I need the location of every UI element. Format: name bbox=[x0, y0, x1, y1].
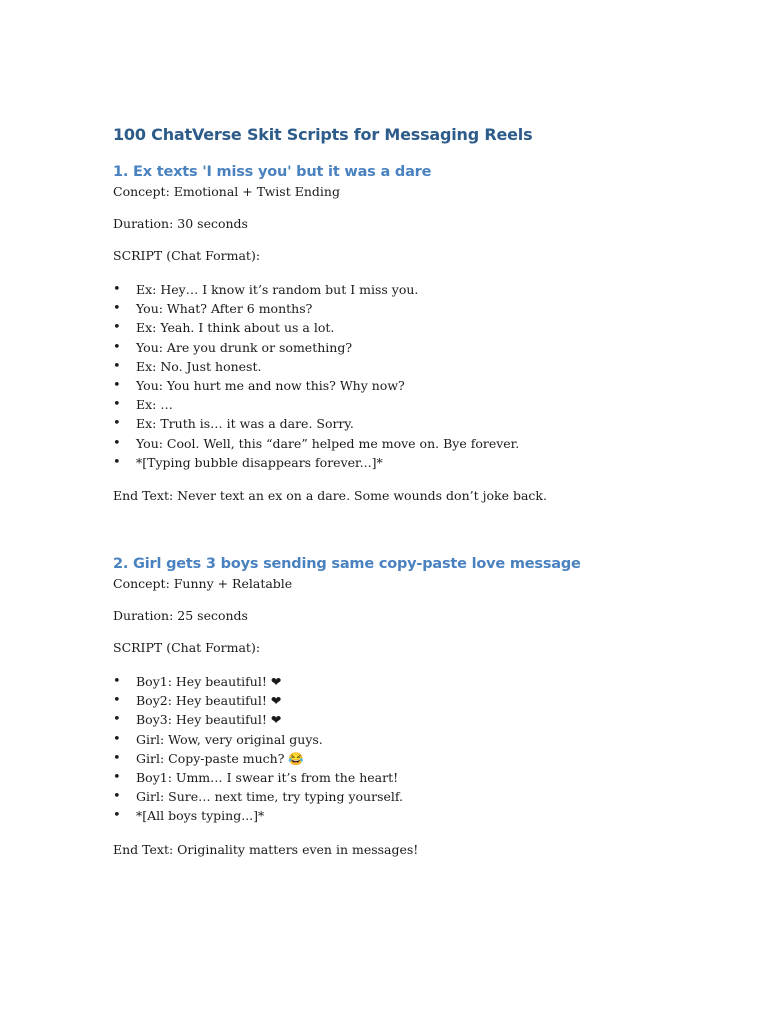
skit-section-2 bbox=[113, 554, 673, 858]
script-lines-list bbox=[113, 280, 673, 472]
script-lines-list bbox=[113, 672, 673, 826]
bullet-icon: • bbox=[113, 378, 121, 394]
bullet-icon: • bbox=[113, 693, 121, 709]
list-item bbox=[113, 395, 673, 414]
list-item bbox=[113, 768, 673, 787]
bullet-icon: • bbox=[113, 789, 121, 805]
list-item bbox=[113, 357, 673, 376]
concept-text: Concept: Funny + Relatable bbox=[113, 576, 293, 592]
bullet-icon: • bbox=[113, 282, 121, 297]
section-heading: 1. Ex texts 'I miss you' but it was a dare bbox=[113, 164, 432, 180]
script-line: Ex: Yeah. I think about us a lot. bbox=[136, 320, 335, 336]
script-line: Ex: No. Just honest. bbox=[136, 358, 262, 374]
script-line: You: What? After 6 months? bbox=[136, 301, 313, 317]
list-item bbox=[113, 710, 673, 729]
script-line: *[All boys typing...]* bbox=[136, 808, 265, 824]
list-item bbox=[113, 318, 673, 337]
list-item bbox=[113, 749, 673, 768]
bullet-icon: • bbox=[113, 731, 121, 747]
document-page bbox=[113, 124, 673, 874]
bullet-icon: • bbox=[113, 397, 121, 413]
script-line: Boy1: Hey beautiful! ❤ bbox=[136, 674, 282, 690]
script-line: Boy3: Hey beautiful! ❤ bbox=[136, 712, 282, 728]
bullet-icon: • bbox=[113, 416, 121, 432]
script-line: You: Cool. Well, this “dare” helped me move on. Bye forever. bbox=[136, 435, 520, 451]
script-line: Girl: Wow, very original guys. bbox=[136, 731, 323, 747]
bullet-icon: • bbox=[113, 674, 121, 690]
script-line: You: You hurt me and now this? Why now? bbox=[136, 378, 405, 394]
script-line: Ex: Truth is… it was a dare. Sorry. bbox=[136, 416, 354, 432]
list-item bbox=[113, 787, 673, 806]
section-spacer bbox=[113, 520, 673, 554]
end-text: End Text: Never text an ex on a dare. Some wounds don’t joke back. bbox=[113, 488, 547, 504]
bullet-icon: • bbox=[113, 435, 121, 451]
script-line: Boy2: Hey beautiful! ❤ bbox=[136, 693, 282, 709]
bullet-icon: • bbox=[113, 339, 121, 355]
duration-text: Duration: 30 seconds bbox=[113, 216, 248, 231]
script-line: *[Typing bubble disappears forever...]* bbox=[136, 454, 383, 470]
list-item bbox=[113, 806, 673, 825]
script-line: You: Are you drunk or something? bbox=[136, 339, 353, 355]
list-item bbox=[113, 414, 673, 433]
bullet-icon: • bbox=[113, 712, 121, 728]
end-text: End Text: Originality matters even in messages! bbox=[113, 841, 419, 857]
section-heading: 2. Girl gets 3 boys sending same copy-paste love message bbox=[113, 556, 581, 573]
list-item bbox=[113, 434, 673, 453]
bullet-icon: • bbox=[113, 750, 121, 766]
concept-text: Concept: Emotional + Twist Ending bbox=[113, 184, 340, 199]
list-item bbox=[113, 299, 673, 318]
script-label: SCRIPT (Chat Format): bbox=[113, 640, 261, 656]
list-item bbox=[113, 376, 673, 395]
duration-text: Duration: 25 seconds bbox=[113, 608, 248, 624]
script-line: Ex: … bbox=[136, 397, 173, 413]
script-line: Ex: Hey… I know it’s random but I miss you. bbox=[136, 282, 419, 297]
list-item bbox=[113, 730, 673, 749]
script-line: Girl: Sure… next time, try typing yourself. bbox=[136, 789, 404, 805]
script-line: Girl: Copy-paste much? 😂 bbox=[136, 750, 304, 766]
bullet-icon: • bbox=[113, 808, 121, 824]
skit-section-1 bbox=[113, 162, 673, 504]
list-item bbox=[113, 453, 673, 472]
bullet-icon: • bbox=[113, 358, 121, 374]
document-title: 100 ChatVerse Skit Scripts for Messaging Reels bbox=[113, 125, 533, 144]
script-label: SCRIPT (Chat Format): bbox=[113, 248, 261, 263]
list-item bbox=[113, 691, 673, 710]
bullet-icon: • bbox=[113, 301, 121, 317]
list-item bbox=[113, 338, 673, 357]
list-item bbox=[113, 672, 673, 691]
bullet-icon: • bbox=[113, 454, 121, 470]
bullet-icon: • bbox=[113, 770, 121, 786]
script-line: Boy1: Umm… I swear it’s from the heart! bbox=[136, 770, 399, 786]
list-item bbox=[113, 280, 673, 299]
bullet-icon: • bbox=[113, 320, 121, 336]
